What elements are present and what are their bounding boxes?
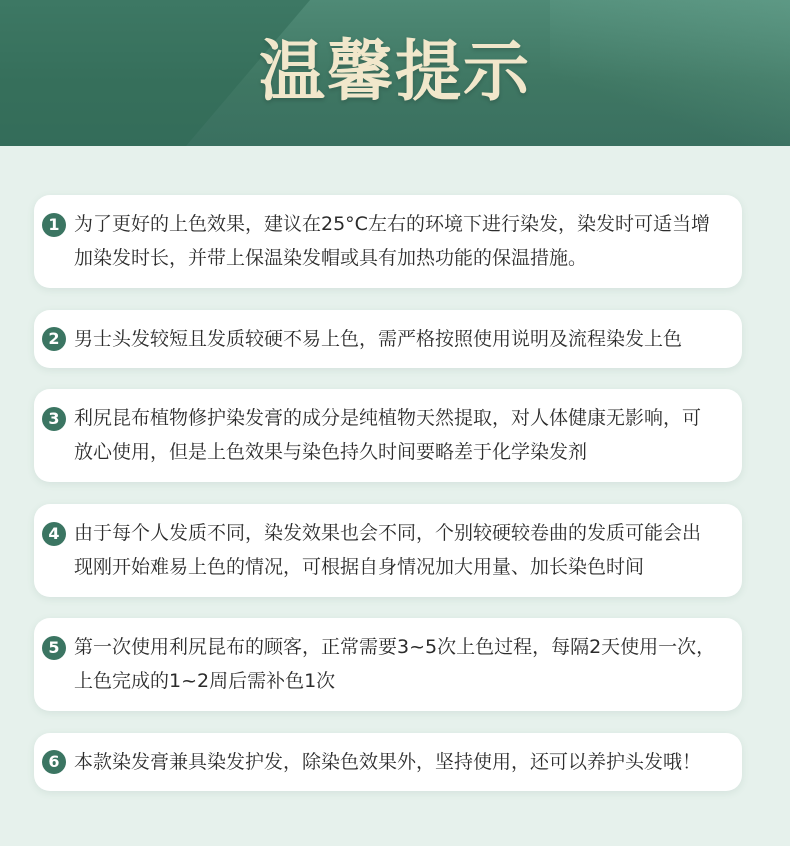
tip-number-badge-5: 5: [42, 636, 66, 660]
tip-card-5: [34, 618, 742, 711]
tip-number-badge-2: 2: [42, 327, 66, 351]
tip-text-2: 男士头发较短且发质较硬不易上色，需严格按照使用说明及流程染发上色: [74, 328, 683, 350]
tip-card-4: [34, 504, 742, 597]
tip-number-badge-1: 1: [42, 213, 66, 237]
tip-number-badge-6: 6: [42, 750, 66, 774]
tip-text-1: 为了更好的上色效果，建议在25°C左右的环境下进行染发，染发时可适当增加染发时长，并带上保温染发帽或具有加热功能的保温措施。: [74, 213, 710, 269]
tip-card-2: [34, 310, 742, 368]
tip-card-1: [34, 195, 742, 288]
tip-number-badge-3: 3: [42, 407, 66, 431]
header-banner: [0, 0, 790, 146]
page-title: 温馨提示: [259, 33, 531, 110]
tip-card-6: [34, 733, 742, 791]
tip-text-5: 第一次使用利尻昆布的顾客，正常需要3~5次上色过程，每隔2天使用一次，上色完成的1~2周后需补色1次: [74, 636, 716, 692]
tip-text-6: 本款染发膏兼具染发护发，除染色效果外，坚持使用，还可以养护头发哦！: [74, 751, 702, 773]
tip-number-badge-4: 4: [42, 522, 66, 546]
tip-text-4: 由于每个人发质不同，染发效果也会不同，个别较硬较卷曲的发质可能会出现刚开始难易上色的情况，可根据自身情况加大用量、加长染色时间: [74, 522, 702, 578]
tip-card-3: [34, 389, 742, 482]
tip-text-3: 利尻昆布植物修护染发膏的成分是纯植物天然提取，对人体健康无影响，可放心使用，但是上色效果与染色持久时间要略差于化学染发剂: [74, 407, 702, 463]
